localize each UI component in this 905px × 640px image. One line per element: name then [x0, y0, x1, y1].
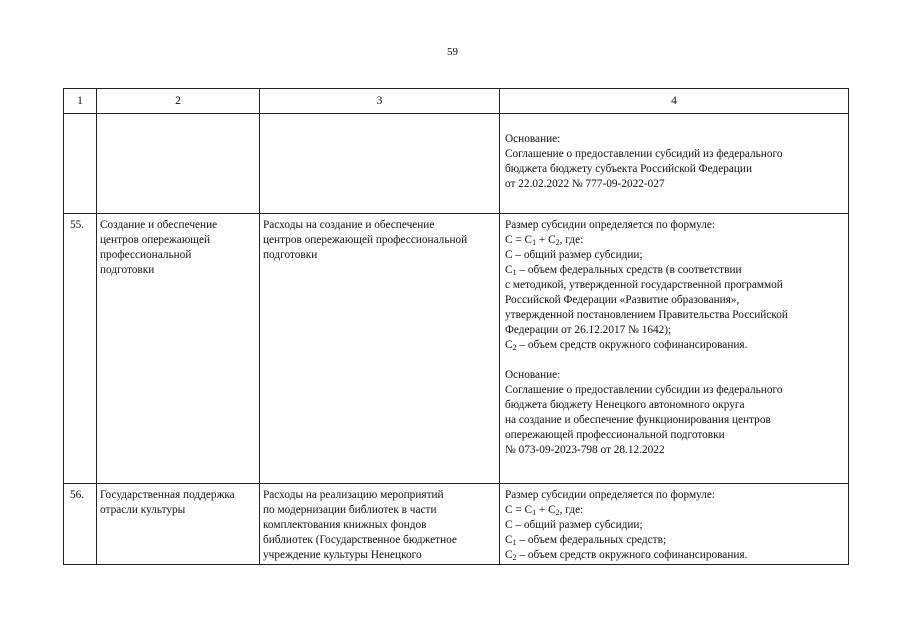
expense-line: комплектования книжных фондов [263, 519, 427, 531]
cell-empty [64, 114, 97, 214]
item-name-line: профессиональной [100, 249, 192, 261]
subsidy-table [63, 88, 849, 565]
item-name-line: подготовки [100, 264, 155, 276]
header-col-3: 3 [260, 89, 500, 114]
header-col-2: 2 [97, 89, 260, 114]
table-row-56 [64, 484, 849, 565]
basis-line: на создание и обеспечение функционирования центров [505, 414, 771, 426]
formula-line: с методикой, утвержденной государственной программой [505, 279, 783, 291]
row-number: 56. [64, 484, 97, 565]
basis-line: Основание: [505, 133, 561, 145]
expense-line: Расходы на создание и обеспечение [263, 219, 435, 231]
item-name-line: Создание и обеспечение [100, 219, 218, 231]
formula-line: Федерации от 26.12.2017 № 1642); [505, 324, 672, 336]
formula-line: Размер субсидии определяется по формуле: [505, 489, 716, 501]
expense-line: библиотек (Государственное бюджетное [263, 534, 457, 546]
expense-description-cell [260, 484, 500, 565]
expense-description-cell [260, 214, 500, 484]
basis-cell [500, 114, 849, 214]
table-row-continued [64, 114, 849, 214]
formula-equation: $С = С_1 + С_2$, где: [505, 504, 584, 517]
formula-line: $С_1$ – объем федеральных средств; [505, 534, 667, 547]
expense-line: по модернизации библиотек в части [263, 504, 437, 516]
cell-empty [97, 114, 260, 214]
formula-cell [500, 214, 849, 484]
expense-line: Расходы на реализацию мероприятий [263, 489, 444, 501]
item-name-line: Государственная поддержка [100, 489, 235, 501]
basis-line: от 22.02.2022 № 777-09-2022-027 [505, 178, 665, 190]
formula-line: Размер субсидии определяется по формуле: [505, 219, 716, 231]
header-col-4: 4 [500, 89, 849, 114]
cell-empty [260, 114, 500, 214]
item-name-cell [97, 214, 260, 484]
basis-line: Основание: [505, 369, 561, 381]
formula-line: С – общий размер субсидии; [505, 519, 643, 531]
basis-line: Соглашение о предоставлении субсидии из федерального [505, 384, 783, 396]
basis-line: опережающей профессиональной подготовки [505, 429, 725, 441]
formula-line: Российской Федерации «Развитие образования», [505, 294, 740, 306]
item-name-line: отрасли культуры [100, 504, 186, 516]
basis-line: бюджета бюджету Ненецкого автономного округа [505, 399, 745, 411]
item-name-line: центров опережающей [100, 234, 211, 246]
table-row-55 [64, 214, 849, 484]
expense-line: учреждение культуры Ненецкого [263, 549, 422, 561]
basis-line: № 073-09-2023-798 от 28.12.2022 [505, 444, 665, 456]
basis-line: бюджета бюджету субъекта Российской Федерации [505, 163, 753, 175]
formula-line: С – общий размер субсидии; [505, 249, 643, 261]
formula-equation: $С = С_1 + С_2$, где: [505, 234, 584, 247]
basis-line: Соглашение о предоставлении субсидий из федерального [505, 148, 783, 160]
formula-line: $С_2$ – объем средств окружного софинансирования. [505, 339, 748, 352]
expense-line: подготовки [263, 249, 318, 261]
page-number: 59 [447, 46, 458, 58]
formula-line: $С_1$ – объем федеральных средств (в соответствии [505, 264, 742, 277]
item-name-cell [97, 484, 260, 565]
header-col-1: 1 [64, 89, 97, 114]
formula-cell [500, 484, 849, 565]
formula-line: утвержденной постановлением Правительства Российской [505, 309, 788, 321]
row-number: 55. [64, 214, 97, 484]
formula-line: $С_2$ – объем средств окружного софинансирования. [505, 549, 748, 562]
expense-line: центров опережающей профессиональной [263, 234, 468, 246]
header-row [64, 89, 849, 114]
